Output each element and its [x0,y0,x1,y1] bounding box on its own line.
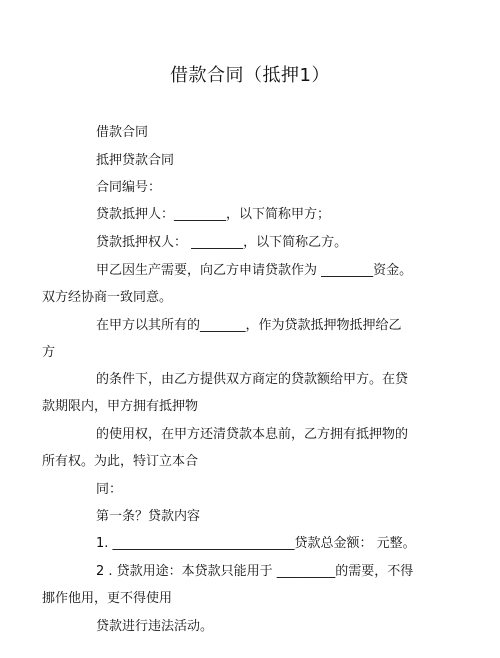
doc-line-4: 贷款抵押人：________，以下简称甲方； [96,207,331,222]
doc-line-13: 所有权。为此，特订立本合 [42,454,199,469]
doc-line-8: 在甲方以其所有的_______，作为贷款抵押物抵押给乙 [96,318,402,333]
doc-line-12: 的使用权，在甲方还清贷款本息前，乙方拥有抵押物的 [96,427,409,442]
doc-line-1: 借款合同 [96,125,149,140]
doc-line-3: 合同编号： [96,180,162,195]
doc-line-11: 款期限内，甲方拥有抵押物 [42,399,199,414]
doc-line-5: 贷款抵押权人： ________，以下简称乙方。 [96,235,348,250]
doc-line-7: 双方经协商一致同意。 [42,290,173,305]
doc-line-6: 甲乙因生产需要，向乙方申请贷款作为 ________资金。 [96,263,413,278]
doc-line-10: 的条件下，由乙方提供双方商定的贷款额给甲方。在贷 [96,372,409,387]
doc-line-17: 2 . 贷款用途：本贷款只能用于 _________的需要，不得 [96,564,414,579]
doc-line-2: 抵押贷款合同 [96,153,175,168]
doc-line-14: 同： [96,482,123,497]
doc-line-9: 方 [42,345,56,360]
doc-line-19: 贷款进行违法活动。 [96,619,214,634]
doc-line-15: 第一条？贷款内容 [96,509,201,524]
doc-line-16: 1. ____________________________贷款总金额： 元整。 [96,536,416,551]
document-title: 借款合同（抵押1） [170,65,330,86]
doc-line-18: 挪作他用，更不得使用 [42,591,173,606]
